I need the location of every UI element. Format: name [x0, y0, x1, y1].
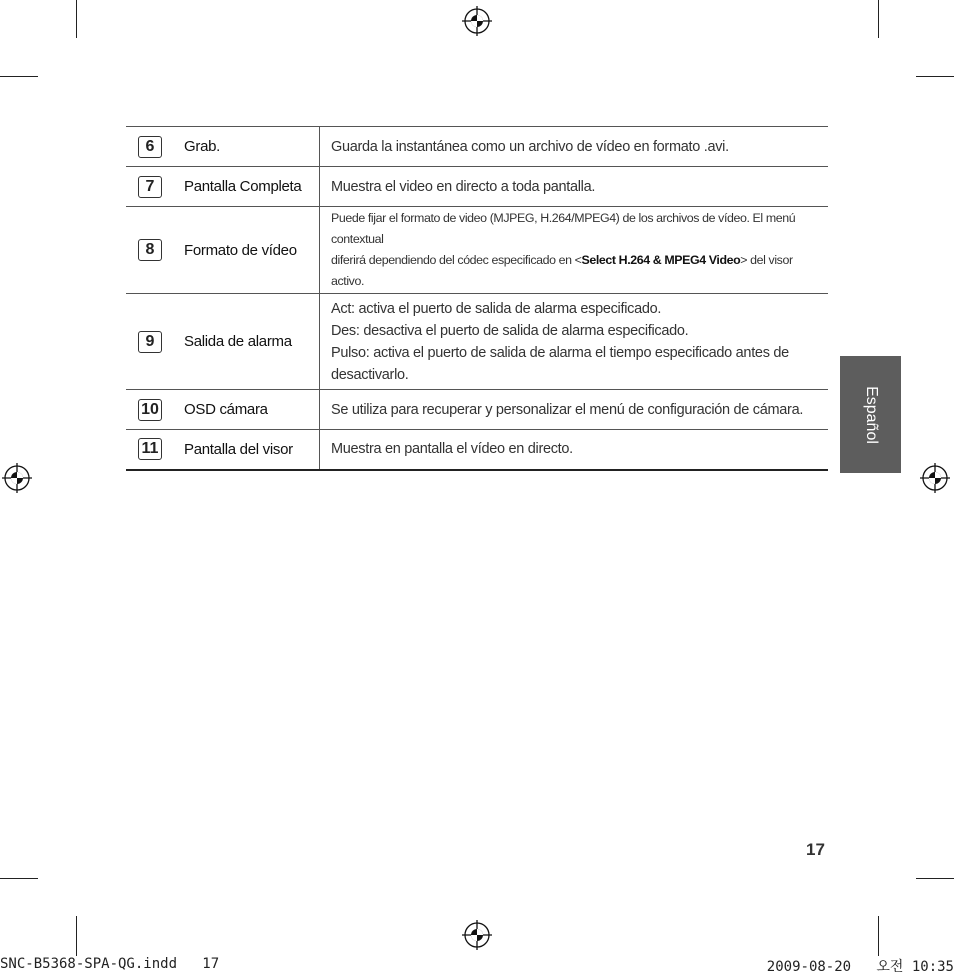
- description-bold: Select H.264 & MPEG4 Video: [581, 253, 741, 267]
- row-number: [126, 127, 183, 167]
- row-name: Grab.: [183, 127, 320, 167]
- number-badge: 11: [138, 438, 162, 460]
- description-line: Des: desactiva el puerto de salida de alarma especificado.: [331, 322, 689, 339]
- row-description: [320, 430, 829, 470]
- row-description: [320, 390, 829, 430]
- number-badge: 8: [138, 239, 162, 261]
- table-row: [126, 207, 828, 294]
- description-line: Muestra el video en directo a toda pantalla.: [331, 178, 596, 195]
- number-badge: 9: [138, 331, 162, 353]
- registration-mark-icon: [462, 6, 492, 36]
- number-badge: 10: [138, 399, 162, 421]
- description-line: desactivarlo.: [331, 366, 409, 383]
- registration-mark-icon: [920, 463, 950, 493]
- table-row: [126, 127, 828, 167]
- crop-mark: [0, 878, 38, 879]
- row-name: Pantalla del visor: [183, 430, 320, 470]
- description-line: > del visor activo.: [331, 253, 793, 288]
- row-number: [126, 294, 183, 390]
- row-description: [320, 127, 829, 167]
- crop-mark: [76, 0, 77, 38]
- description-line: Pulso: activa el puerto de salida de alarma el tiempo especificado antes de: [331, 344, 789, 361]
- crop-mark: [0, 76, 38, 77]
- description-line: Puede fijar el formato de video (MJPEG, H.264/MPEG4) de los archivos de vídeo. El menú contextual: [331, 211, 796, 246]
- number-badge: 7: [138, 176, 162, 198]
- toolbar-description-table: [126, 126, 828, 471]
- row-number: [126, 207, 183, 294]
- row-description: [320, 207, 829, 294]
- registration-mark-icon: [2, 463, 32, 493]
- row-name: OSD cámara: [183, 390, 320, 430]
- table-row: [126, 294, 828, 390]
- language-side-tab: [840, 356, 901, 473]
- table-row: [126, 167, 828, 207]
- table-row: [126, 430, 828, 470]
- row-description: [320, 294, 829, 390]
- side-tab-label: Español: [862, 385, 880, 444]
- footer-file-info: SNC-B5368-SPA-QG.indd 17: [0, 956, 220, 972]
- crop-mark: [878, 916, 879, 956]
- description-line: Guarda la instantánea como un archivo de vídeo en formato .avi.: [331, 138, 729, 155]
- crop-mark: [878, 0, 879, 38]
- footer-timestamp: 2009-08-20 오전 10:35: [766, 959, 954, 975]
- crop-mark: [916, 76, 954, 77]
- crop-mark: [76, 916, 77, 956]
- number-badge: 6: [138, 136, 162, 158]
- row-name: Formato de vídeo: [183, 207, 320, 294]
- row-number: [126, 430, 183, 470]
- description-line: diferirá dependiendo del códec especificado en <: [331, 253, 582, 267]
- row-number: [126, 167, 183, 207]
- description-line: Muestra en pantalla el vídeo en directo.: [331, 441, 573, 458]
- row-name: Salida de alarma: [183, 294, 320, 390]
- crop-mark: [916, 878, 954, 879]
- page-number: 17: [806, 840, 825, 859]
- registration-mark-icon: [462, 920, 492, 950]
- row-name: Pantalla Completa: [183, 167, 320, 207]
- table-row: [126, 390, 828, 430]
- row-description: [320, 167, 829, 207]
- description-line: Act: activa el puerto de salida de alarma especificado.: [331, 300, 662, 317]
- description-line: Se utiliza para recuperar y personalizar el menú de configuración de cámara.: [331, 401, 804, 418]
- row-number: [126, 390, 183, 430]
